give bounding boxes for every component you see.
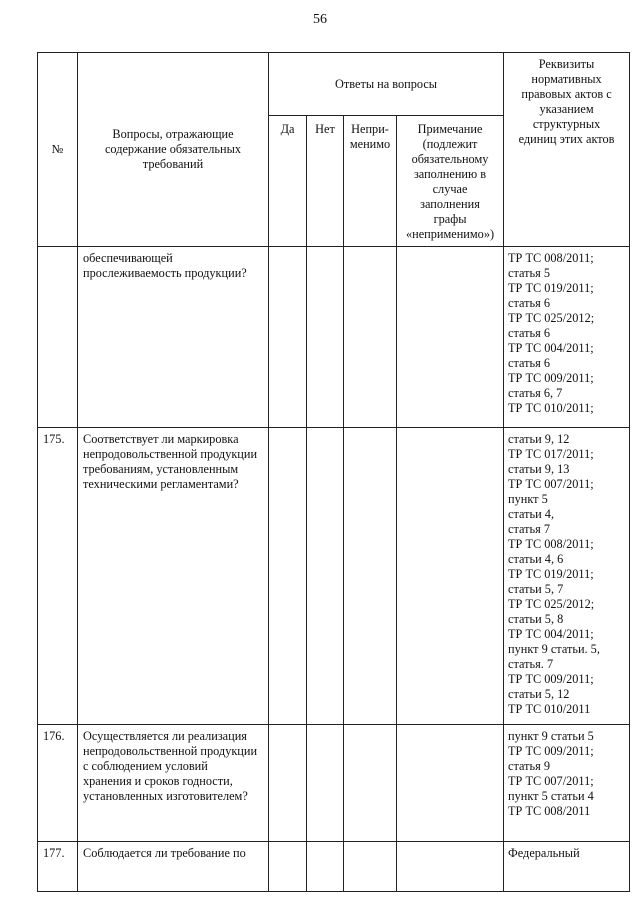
header-row-top bbox=[38, 53, 630, 116]
table-row bbox=[38, 842, 630, 892]
answer-not-applicable-cell[interactable] bbox=[344, 247, 397, 428]
answer-no-cell[interactable] bbox=[307, 247, 344, 428]
answer-yes-cell[interactable] bbox=[269, 725, 307, 842]
row-number: 177. bbox=[38, 842, 78, 892]
answer-not-applicable-cell[interactable] bbox=[344, 428, 397, 725]
row-question: Соблюдается ли требование по bbox=[78, 842, 269, 892]
header-number: № bbox=[38, 53, 78, 247]
header-yes: Да bbox=[269, 116, 307, 247]
answer-not-applicable-cell[interactable] bbox=[344, 842, 397, 892]
answer-not-applicable-cell[interactable] bbox=[344, 725, 397, 842]
answer-yes-cell[interactable] bbox=[269, 842, 307, 892]
note-cell[interactable] bbox=[397, 247, 504, 428]
table-row bbox=[38, 725, 630, 842]
row-question: Осуществляется ли реализация непродовольственной продукции с соблюдением условий хранения и сроков годности, установленных изготовителем? bbox=[78, 725, 269, 842]
header-no: Нет bbox=[307, 116, 344, 247]
table-row bbox=[38, 428, 630, 725]
header-answers: Ответы на вопросы bbox=[269, 53, 504, 116]
row-requisites: пункт 9 статьи 5 ТР ТС 009/2011; статья 9 ТР ТС 007/2011; пункт 5 статьи 4 ТР ТС 008/2011 bbox=[504, 725, 630, 842]
row-requisites: Федеральный bbox=[504, 842, 630, 892]
row-question: обеспечивающей прослеживаемость продукции? bbox=[78, 247, 269, 428]
checklist-table bbox=[37, 52, 630, 892]
note-cell[interactable] bbox=[397, 428, 504, 725]
answer-no-cell[interactable] bbox=[307, 428, 344, 725]
page-number: 56 bbox=[313, 12, 327, 27]
row-number bbox=[38, 247, 78, 428]
row-requisites: статьи 9, 12 ТР ТС 017/2011; статьи 9, 13 ТР ТС 007/2011; пункт 5 статьи 4, статья 7 ТР ТС 008/2011; статьи 4, 6 ТР ТС 019/2011; статьи 5, 7 ТР ТС 025/2012; статьи 5, 8 ТР ТС 004/2011; пункт 9 статьи. 5, статья. 7 ТР ТС 009/2011; статьи 5, 12 ТР ТС 010/2011 bbox=[504, 428, 630, 725]
row-requisites: ТР ТС 008/2011; статья 5 ТР ТС 019/2011; статья 6 ТР ТС 025/2012; статья 6 ТР ТС 004/2011; статья 6 ТР ТС 009/2011; статья 6, 7 ТР ТС 010/2011; bbox=[504, 247, 630, 428]
header-question: Вопросы, отражающие содержание обязательных требований bbox=[78, 53, 269, 247]
answer-yes-cell[interactable] bbox=[269, 428, 307, 725]
row-question: Соответствует ли маркировка непродовольственной продукции требованиям, установленным техническими регламентами? bbox=[78, 428, 269, 725]
table-row bbox=[38, 247, 630, 428]
answer-no-cell[interactable] bbox=[307, 725, 344, 842]
row-number: 176. bbox=[38, 725, 78, 842]
header-requisites: Реквизиты нормативных правовых актов с указанием структурных единиц этих актов bbox=[504, 53, 630, 247]
row-number: 175. bbox=[38, 428, 78, 725]
answer-no-cell[interactable] bbox=[307, 842, 344, 892]
note-cell[interactable] bbox=[397, 842, 504, 892]
header-note: Примечание (подлежит обязательному заполнению в случае заполнения графы «неприменимо») bbox=[397, 116, 504, 247]
header-not-applicable: Непри- менимо bbox=[344, 116, 397, 247]
note-cell[interactable] bbox=[397, 725, 504, 842]
answer-yes-cell[interactable] bbox=[269, 247, 307, 428]
